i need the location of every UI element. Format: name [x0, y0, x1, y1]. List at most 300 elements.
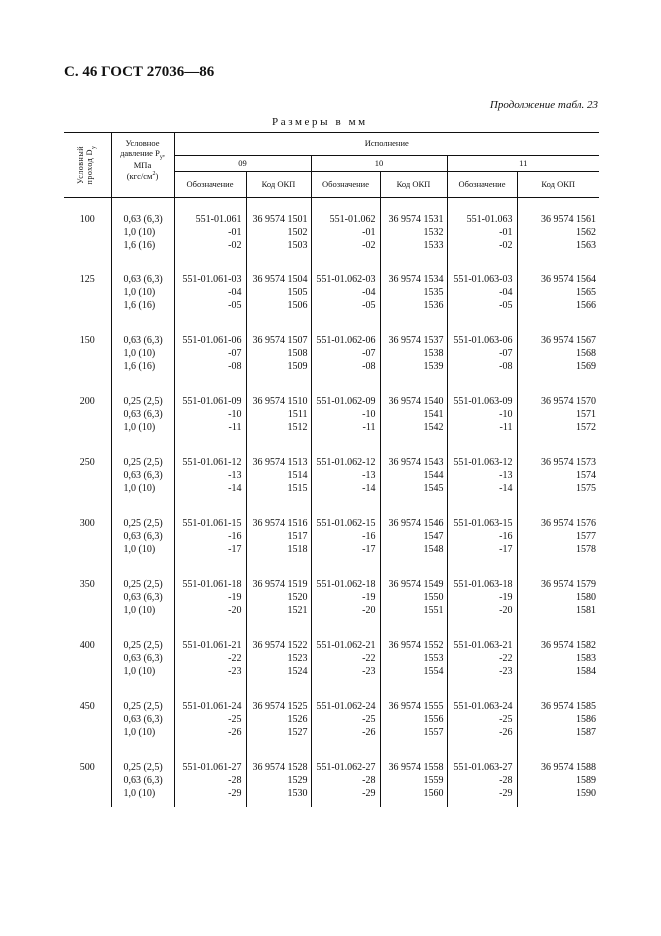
pressure-cell	[111, 267, 174, 328]
designation-value: 551-01.062-21	[316, 640, 376, 651]
okp-value: 36 9574 1573	[541, 457, 597, 468]
designation-value: -26	[228, 727, 242, 738]
okp-value: 36 9574 1504	[252, 274, 308, 285]
designation-value: -04	[362, 287, 376, 298]
okp-value: 36 9574 1501	[252, 214, 308, 225]
okp-value: 1577	[576, 531, 597, 542]
okp-value: 36 9574 1537	[388, 335, 444, 346]
designation-value: -19	[362, 592, 376, 603]
designation-header-10: Обозначение	[311, 172, 380, 198]
designation-value: -08	[362, 361, 376, 372]
designation-value: -29	[499, 788, 513, 799]
pressure-label-4b: )	[155, 170, 159, 181]
designation-cell-11	[447, 755, 517, 807]
okp-value: 1544	[423, 470, 444, 481]
fittings-table	[64, 132, 599, 807]
okp-value: 36 9574 1513	[252, 457, 308, 468]
okp-value: 1529	[287, 775, 308, 786]
okp-value: 1584	[576, 666, 597, 677]
table-body	[64, 198, 599, 808]
okp-cell-10	[380, 694, 447, 755]
variant-11-header: 11	[447, 156, 599, 172]
designation-cell-09	[174, 572, 246, 633]
pressure-value: 1,0 (10)	[123, 727, 156, 738]
designation-value: -16	[362, 531, 376, 542]
okp-value: 1511	[287, 409, 308, 420]
designation-value: -07	[499, 348, 513, 359]
designation-value: 551-01.062-06	[316, 335, 376, 346]
designation-cell-09	[174, 511, 246, 572]
okp-cell-11	[517, 328, 599, 389]
okp-value: 1536	[423, 300, 444, 311]
designation-cell-11	[447, 389, 517, 450]
table-row	[64, 633, 599, 694]
designation-value: 551-01.061	[195, 214, 242, 225]
pressure-value: 0,63 (6,3)	[123, 531, 163, 542]
okp-header-10: Код ОКП	[380, 172, 447, 198]
designation-value: -14	[362, 483, 376, 494]
pressure-value: 0,63 (6,3)	[123, 335, 163, 346]
designation-value: 551-01.061-15	[182, 518, 242, 529]
pressure-label-2a: давление P	[120, 147, 160, 158]
pressure-value: 0,63 (6,3)	[123, 653, 163, 664]
okp-value: 1568	[576, 348, 597, 359]
okp-cell-11	[517, 511, 599, 572]
pressure-value: 1,0 (10)	[123, 422, 156, 433]
table-row	[64, 267, 599, 328]
designation-value: -07	[362, 348, 376, 359]
table-row	[64, 328, 599, 389]
designation-value: 551-01.063-03	[453, 274, 513, 285]
okp-value: 1574	[576, 470, 597, 481]
designation-value: 551-01.062	[329, 214, 376, 225]
designation-value: -23	[362, 666, 376, 677]
okp-value: 1586	[576, 714, 597, 725]
nominal-diameter-cell: 500	[64, 755, 111, 807]
designation-value: -13	[362, 470, 376, 481]
designation-value: -20	[499, 605, 513, 616]
designation-value: 551-01.061-24	[182, 701, 242, 712]
designation-cell-10	[311, 694, 380, 755]
designation-cell-10	[311, 755, 380, 807]
okp-cell-11	[517, 755, 599, 807]
designation-cell-10	[311, 450, 380, 511]
nominal-diameter-cell: 300	[64, 511, 111, 572]
designation-value: -23	[228, 666, 242, 677]
okp-value: 1533	[423, 240, 444, 251]
dn-label-sub: у	[91, 145, 98, 150]
designation-value: 551-01.061-21	[182, 640, 242, 651]
pressure-label-4a: (кгс/см	[126, 170, 153, 181]
okp-value: 36 9574 1522	[252, 640, 308, 651]
table-row	[64, 572, 599, 633]
designation-cell-09	[174, 267, 246, 328]
okp-value: 1526	[287, 714, 308, 725]
okp-value: 1515	[287, 483, 308, 494]
okp-cell-10	[380, 572, 447, 633]
designation-cell-10	[311, 328, 380, 389]
pressure-value: 0,63 (6,3)	[123, 592, 163, 603]
designation-value: -04	[499, 287, 513, 298]
designation-cell-09	[174, 328, 246, 389]
okp-value: 1565	[576, 287, 597, 298]
designation-value: -11	[362, 422, 376, 433]
nominal-diameter-cell: 450	[64, 694, 111, 755]
okp-value: 36 9574 1564	[541, 274, 597, 285]
designation-value: -01	[228, 227, 242, 238]
okp-value: 1506	[287, 300, 308, 311]
okp-cell-10	[380, 755, 447, 807]
okp-value: 1587	[576, 727, 597, 738]
variant-10-header: 10	[311, 156, 447, 172]
okp-value: 1560	[423, 788, 444, 799]
table-row	[64, 694, 599, 755]
pressure-value: 1,0 (10)	[123, 287, 156, 298]
designation-value: 551-01.062-24	[316, 701, 376, 712]
pressure-value: 0,63 (6,3)	[123, 409, 163, 420]
okp-value: 1541	[423, 409, 444, 420]
pressure-label-1: Условное	[125, 138, 160, 148]
okp-cell-10	[380, 511, 447, 572]
designation-value: -01	[362, 227, 376, 238]
okp-header-11: Код ОКП	[517, 172, 599, 198]
designation-value: -28	[228, 775, 242, 786]
designation-value: -17	[362, 544, 376, 555]
designation-value: -10	[228, 409, 242, 420]
okp-value: 1524	[287, 666, 308, 677]
okp-value: 36 9574 1558	[388, 762, 444, 773]
designation-value: 551-01.061-27	[182, 762, 242, 773]
table-continuation-note: Продолжение табл. 23	[489, 99, 598, 111]
designation-value: 551-01.063-09	[453, 396, 513, 407]
designation-value: -13	[228, 470, 242, 481]
okp-value: 1563	[576, 240, 597, 251]
okp-cell-09	[246, 511, 311, 572]
designation-value: -16	[499, 531, 513, 542]
designation-value: 551-01.062-09	[316, 396, 376, 407]
okp-cell-09	[246, 755, 311, 807]
okp-cell-11	[517, 694, 599, 755]
okp-value: 36 9574 1555	[388, 701, 444, 712]
okp-value: 36 9574 1576	[541, 518, 597, 529]
pressure-value: 0,63 (6,3)	[123, 775, 163, 786]
designation-value: -05	[362, 300, 376, 311]
okp-cell-11	[517, 450, 599, 511]
designation-value: -25	[362, 714, 376, 725]
designation-value: -11	[228, 422, 242, 433]
nominal-diameter-cell: 200	[64, 389, 111, 450]
okp-value: 1548	[423, 544, 444, 555]
okp-value: 1562	[576, 227, 597, 238]
pressure-cell	[111, 633, 174, 694]
pressure-cell	[111, 694, 174, 755]
table-row	[64, 198, 599, 268]
designation-value: -14	[228, 483, 242, 494]
okp-value: 36 9574 1585	[541, 701, 597, 712]
designation-value: -07	[228, 348, 242, 359]
okp-cell-09	[246, 267, 311, 328]
pressure-value: 0,25 (2,5)	[123, 640, 163, 651]
okp-value: 1589	[576, 775, 597, 786]
designation-value: 551-01.063-15	[453, 518, 513, 529]
okp-value: 1508	[287, 348, 308, 359]
designation-value: -25	[499, 714, 513, 725]
designation-value: 551-01.061-09	[182, 396, 242, 407]
okp-cell-10	[380, 450, 447, 511]
okp-value: 36 9574 1525	[252, 701, 308, 712]
okp-cell-09	[246, 328, 311, 389]
okp-value: 36 9574 1567	[541, 335, 597, 346]
nominal-diameter-cell: 350	[64, 572, 111, 633]
designation-value: -19	[228, 592, 242, 603]
okp-value: 36 9574 1528	[252, 762, 308, 773]
okp-value: 1514	[287, 470, 308, 481]
designation-value: 551-01.063-06	[453, 335, 513, 346]
designation-value: -11	[499, 422, 513, 433]
okp-cell-10	[380, 389, 447, 450]
variant-09-header: 09	[174, 156, 311, 172]
designation-value: -10	[362, 409, 376, 420]
designation-value: 551-01.062-03	[316, 274, 376, 285]
okp-cell-11	[517, 267, 599, 328]
designation-value: -14	[499, 483, 513, 494]
okp-value: 1553	[423, 653, 444, 664]
okp-cell-11	[517, 572, 599, 633]
nominal-diameter-cell: 100	[64, 198, 111, 268]
okp-value: 1520	[287, 592, 308, 603]
designation-value: -28	[362, 775, 376, 786]
pressure-value: 1,0 (10)	[123, 227, 156, 238]
okp-value: 1502	[287, 227, 308, 238]
designation-value: 551-01.063-12	[453, 457, 513, 468]
table-row	[64, 389, 599, 450]
designation-value: 551-01.063-24	[453, 701, 513, 712]
pressure-cell	[111, 755, 174, 807]
okp-value: 1557	[423, 727, 444, 738]
designation-value: 551-01.061-12	[182, 457, 242, 468]
designation-value: -16	[228, 531, 242, 542]
okp-value: 1547	[423, 531, 444, 542]
pressure-value: 1,0 (10)	[123, 483, 156, 494]
designation-header-09: Обозначение	[174, 172, 246, 198]
okp-value: 1590	[576, 788, 597, 799]
pressure-value: 0,63 (6,3)	[123, 714, 163, 725]
okp-value: 1551	[423, 605, 444, 616]
pressure-value: 0,25 (2,5)	[123, 579, 163, 590]
designation-value: 551-01.063-27	[453, 762, 513, 773]
okp-cell-11	[517, 389, 599, 450]
okp-value: 1517	[287, 531, 308, 542]
okp-value: 1583	[576, 653, 597, 664]
designation-value: 551-01.061-06	[182, 335, 242, 346]
designation-header-11: Обозначение	[447, 172, 517, 198]
okp-value: 1512	[287, 422, 308, 433]
pressure-label-sup: 2	[152, 171, 156, 178]
okp-header-09: Код ОКП	[246, 172, 311, 198]
nominal-diameter-header	[64, 133, 111, 198]
designation-value: -29	[228, 788, 242, 799]
designation-value: 551-01.063-21	[453, 640, 513, 651]
designation-value: -22	[499, 653, 513, 664]
okp-value: 1535	[423, 287, 444, 298]
okp-value: 36 9574 1552	[388, 640, 444, 651]
dn-label-b: проход D	[85, 149, 95, 185]
designation-cell-10	[311, 198, 380, 268]
okp-value: 36 9574 1588	[541, 762, 597, 773]
okp-cell-09	[246, 450, 311, 511]
designation-cell-10	[311, 633, 380, 694]
pressure-value: 1,0 (10)	[123, 666, 156, 677]
pressure-value: 0,25 (2,5)	[123, 396, 163, 407]
okp-cell-09	[246, 389, 311, 450]
designation-value: -29	[362, 788, 376, 799]
designation-value: 551-01.063-18	[453, 579, 513, 590]
designation-value: -01	[499, 227, 513, 238]
pressure-value: 0,25 (2,5)	[123, 701, 163, 712]
execution-header: Исполнение	[174, 133, 599, 156]
designation-cell-09	[174, 633, 246, 694]
okp-value: 1503	[287, 240, 308, 251]
okp-cell-11	[517, 633, 599, 694]
okp-value: 1578	[576, 544, 597, 555]
designation-cell-11	[447, 198, 517, 268]
dimensions-note: Размеры в мм	[272, 116, 368, 128]
okp-value: 1550	[423, 592, 444, 603]
okp-value: 36 9574 1531	[388, 214, 444, 225]
designation-cell-11	[447, 450, 517, 511]
okp-value: 36 9574 1534	[388, 274, 444, 285]
designation-cell-11	[447, 511, 517, 572]
designation-value: -17	[499, 544, 513, 555]
nominal-diameter-cell: 150	[64, 328, 111, 389]
pressure-value: 1,0 (10)	[123, 605, 156, 616]
okp-value: 1523	[287, 653, 308, 664]
okp-value: 1518	[287, 544, 308, 555]
pressure-value: 1,0 (10)	[123, 544, 156, 555]
okp-value: 1571	[576, 409, 597, 420]
okp-cell-10	[380, 328, 447, 389]
designation-cell-10	[311, 267, 380, 328]
okp-cell-10	[380, 633, 447, 694]
designation-value: -02	[499, 240, 513, 251]
designation-value: -22	[228, 653, 242, 664]
pressure-label-2b: ,	[162, 147, 165, 158]
okp-value: 1542	[423, 422, 444, 433]
okp-cell-10	[380, 198, 447, 268]
designation-cell-11	[447, 694, 517, 755]
okp-value: 1532	[423, 227, 444, 238]
pressure-cell	[111, 572, 174, 633]
pressure-value: 0,25 (2,5)	[123, 457, 163, 468]
okp-cell-10	[380, 267, 447, 328]
designation-value: -28	[499, 775, 513, 786]
designation-cell-10	[311, 389, 380, 450]
nominal-diameter-cell: 400	[64, 633, 111, 694]
designation-value: -13	[499, 470, 513, 481]
okp-cell-09	[246, 198, 311, 268]
okp-value: 36 9574 1561	[541, 214, 597, 225]
pressure-cell	[111, 328, 174, 389]
designation-value: -02	[362, 240, 376, 251]
okp-value: 36 9574 1549	[388, 579, 444, 590]
pressure-value: 1,0 (10)	[123, 788, 156, 799]
okp-value: 36 9574 1519	[252, 579, 308, 590]
designation-value: -10	[499, 409, 513, 420]
designation-value: -02	[228, 240, 242, 251]
designation-value: -23	[499, 666, 513, 677]
okp-cell-09	[246, 694, 311, 755]
okp-value: 36 9574 1540	[388, 396, 444, 407]
table-row	[64, 755, 599, 807]
table-row	[64, 450, 599, 511]
designation-value: -20	[228, 605, 242, 616]
okp-value: 1509	[287, 361, 308, 372]
page-header: С. 46 ГОСТ 27036—86	[64, 64, 215, 80]
pressure-value: 0,25 (2,5)	[123, 762, 163, 773]
pressure-cell	[111, 198, 174, 268]
designation-value: 551-01.062-12	[316, 457, 376, 468]
designation-value: -22	[362, 653, 376, 664]
okp-value: 36 9574 1510	[252, 396, 308, 407]
dn-label-a: Условный	[76, 146, 86, 184]
designation-cell-09	[174, 450, 246, 511]
designation-value: 551-01.062-27	[316, 762, 376, 773]
pressure-cell	[111, 450, 174, 511]
okp-value: 36 9574 1546	[388, 518, 444, 529]
designation-value: -08	[499, 361, 513, 372]
okp-value: 1545	[423, 483, 444, 494]
pressure-cell	[111, 511, 174, 572]
okp-value: 1539	[423, 361, 444, 372]
designation-value: 551-01.062-15	[316, 518, 376, 529]
designation-value: -26	[362, 727, 376, 738]
designation-value: -05	[228, 300, 242, 311]
okp-cell-09	[246, 633, 311, 694]
okp-value: 1530	[287, 788, 308, 799]
designation-cell-09	[174, 755, 246, 807]
okp-value: 1538	[423, 348, 444, 359]
pressure-value: 0,63 (6,3)	[123, 274, 163, 285]
designation-cell-11	[447, 328, 517, 389]
okp-value: 1575	[576, 483, 597, 494]
designation-value: -25	[228, 714, 242, 725]
okp-value: 36 9574 1543	[388, 457, 444, 468]
okp-value: 1572	[576, 422, 597, 433]
nominal-diameter-cell: 125	[64, 267, 111, 328]
designation-value: 551-01.061-03	[182, 274, 242, 285]
designation-value: 551-01.062-18	[316, 579, 376, 590]
okp-value: 1580	[576, 592, 597, 603]
designation-cell-09	[174, 694, 246, 755]
designation-value: -17	[228, 544, 242, 555]
pressure-value: 1,6 (16)	[123, 361, 156, 372]
designation-value: -19	[499, 592, 513, 603]
designation-value: 551-01.063	[466, 214, 513, 225]
pressure-value: 1,6 (16)	[123, 300, 156, 311]
pressure-label-3: МПа	[133, 160, 152, 171]
okp-value: 1554	[423, 666, 444, 677]
okp-value: 1566	[576, 300, 597, 311]
okp-cell-11	[517, 198, 599, 268]
nominal-diameter-cell: 250	[64, 450, 111, 511]
okp-value: 1556	[423, 714, 444, 725]
okp-cell-09	[246, 572, 311, 633]
designation-value: -04	[228, 287, 242, 298]
table-row	[64, 511, 599, 572]
okp-value: 36 9574 1516	[252, 518, 308, 529]
designation-value: -08	[228, 361, 242, 372]
okp-value: 1569	[576, 361, 597, 372]
